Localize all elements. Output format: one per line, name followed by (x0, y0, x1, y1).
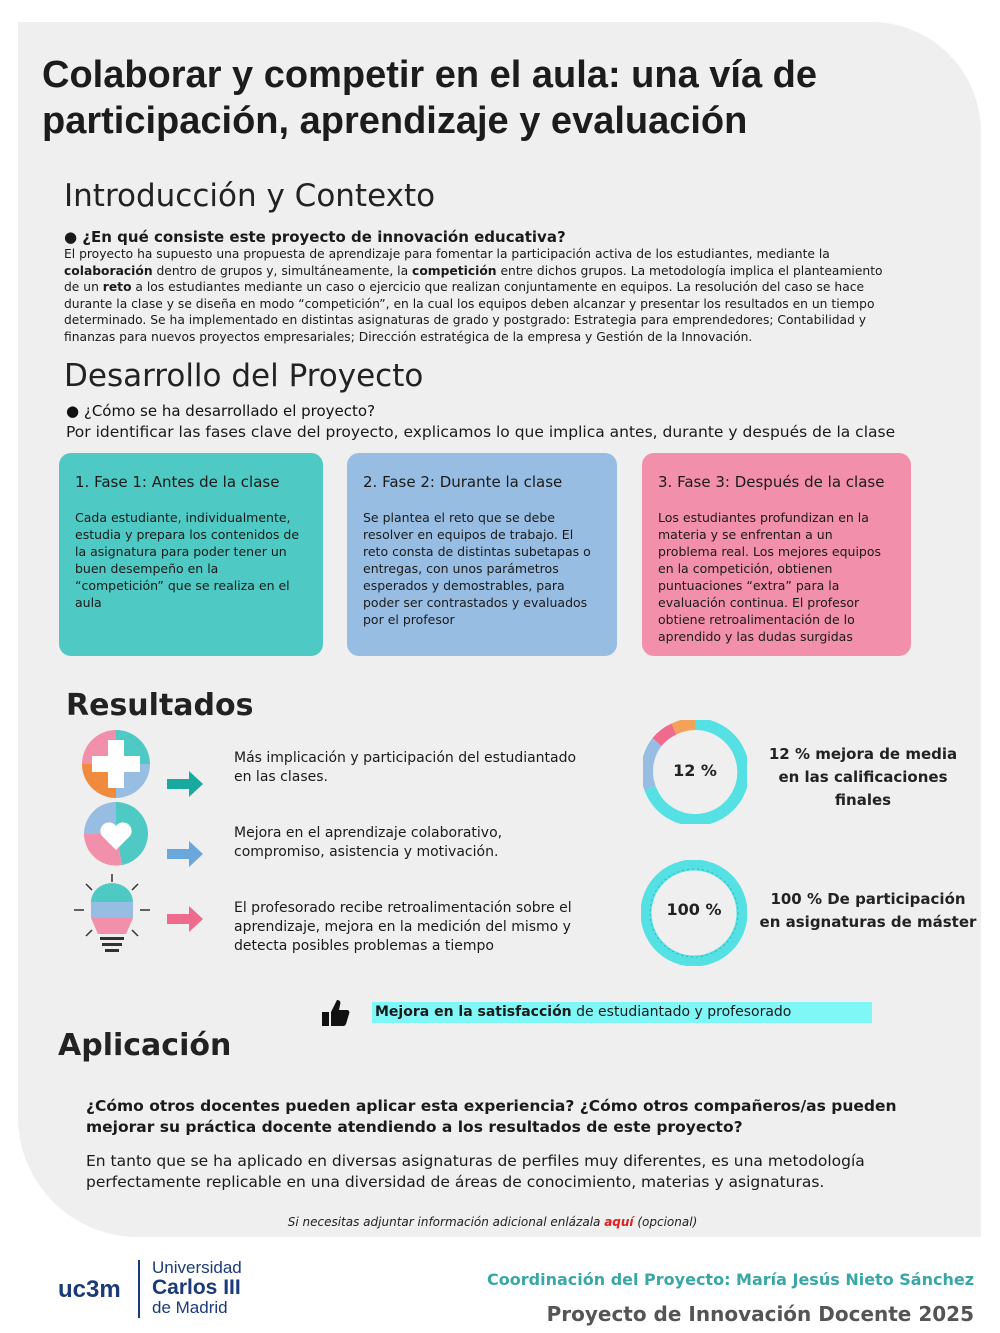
phase-card-1 (59, 453, 323, 656)
logo-divider (138, 1260, 140, 1318)
desarrollo-question: ● ¿Cómo se ha desarrollado el proyecto? (66, 402, 376, 420)
result-item: Mejora en el aprendizaje colaborativo, compromiso, asistencia y motivación. (234, 825, 503, 860)
desarrollo-heading: Desarrollo del Proyecto (64, 358, 424, 394)
phase-title: 1. Fase 1: Antes de la clase (75, 473, 280, 491)
phase-body: Cada estudiante, individualmente, estudia y prepara los contenidos de la asignatura para poder tener un buen desempeño en la “competición” que se realiza en el aula (75, 510, 300, 610)
satisfaction-banner: Mejora en la satisfacción de estudiantado y profesorado (372, 1002, 872, 1023)
lightbulb-icon (72, 872, 152, 962)
additional-info-link[interactable]: aquí (604, 1215, 634, 1229)
aplicacion-answer: En tanto que se ha aplicado en diversas asignaturas de perfiles muy diferentes, es una metodología perfectamente replicable en una diversidad de áreas de conocimiento, materias y asignaturas. (86, 1152, 865, 1191)
phase-card-3 (642, 453, 911, 656)
desarrollo-lead: Por identificar las fases clave del proyecto, explicamos lo que implica antes, durante y después de la clase (66, 423, 896, 441)
arrow-right-icon (167, 906, 203, 932)
intro-heading: Introducción y Contexto (64, 178, 436, 214)
stat-text: 100 % De participación en asignaturas de máster (759, 890, 977, 931)
result-item: El profesorado recibe retroalimentación sobre el aprendizaje, mejora en la medición del mismo y detecta posibles problemas a tiempo (234, 900, 572, 954)
additional-info-note: Si necesitas adjuntar información adicional enlázala aquí (opcional) (287, 1215, 698, 1229)
intro-question: ● ¿En qué consiste este proyecto de innovación educativa? (64, 228, 566, 246)
project-title: Proyecto de Innovación Docente 2025 (546, 1302, 974, 1326)
phase-body: Los estudiantes profundizan en la materia y se enfrentan a un problema real. Los mejores equipos en la competición, obtienen puntuaciones “extra” para la evaluación continua. El profesor obtiene retroalimentación de lo aprendido y las dudas surgidas (658, 510, 882, 644)
phase-title: 2. Fase 2: Durante la clase (363, 473, 563, 491)
coordination-text: Coordinación del Proyecto: María Jesús Nieto Sánchez (487, 1270, 974, 1289)
phase-card-2 (347, 453, 617, 656)
heart-icon (82, 800, 150, 868)
university-logo-short: uc3m (58, 1276, 121, 1303)
intro-paragraph: El proyecto ha supuesto una propuesta de aprendizaje para fomentar la participación activa de los estudiantes, mediante la colaboración dentro de grupos y, simultáneamente, la competición entre dichos grupos. La metodología implica el planteamiento de un reto a los estudiantes mediante un caso o ejercicio que realizan conjuntamente en equipos. La resolución del caso se hace durante la clase y se diseña en modo “competición”, en la cual los equipos deben alcanzar y presentar los resultados en un tiempo determinado. Se ha implementado en distintas asignaturas de grado y postgrado: Estrategia para emprendedores; Contabilidad y finanzas para nuevos proyectos empresariales; Dirección estratégica de la empresa y Gestión de la Innovación. (64, 247, 883, 344)
arrow-right-icon (167, 771, 203, 797)
result-item: Más implicación y participación del estudiantado en las clases. (234, 750, 577, 785)
aplicacion-question: ¿Cómo otros docentes pueden aplicar esta experiencia? ¿Cómo otros compañeros/as pueden mejorar su práctica docente atendiendo a los resultados de este proyecto? (86, 1097, 897, 1136)
resultados-heading: Resultados (66, 688, 254, 723)
aplicacion-heading: Aplicación (58, 1028, 232, 1063)
phase-title: 3. Fase 3: Después de la clase (658, 473, 885, 491)
university-logo-name: Universidad Carlos III de Madrid (152, 1258, 242, 1317)
stat-text: 12 % mejora de media en las calificaciones finales (768, 745, 958, 809)
stat-value: 12 % (673, 761, 717, 780)
phase-body: Se plantea el reto que se debe resolver en equipos de trabajo. El reto consta de distintas subetapas o entregas, con unos parámetros esperados y demostrables, para poder ser contrastados y evaluados por el profesor (363, 510, 591, 627)
thumbs-up-icon (320, 998, 350, 1028)
medical-cross-icon (80, 728, 152, 800)
page-title: Colaborar y competir en el aula: una vía de participación, aprendizaje y evaluación (42, 54, 818, 142)
stat-value: 100 % (666, 900, 722, 919)
arrow-right-icon (167, 841, 203, 867)
